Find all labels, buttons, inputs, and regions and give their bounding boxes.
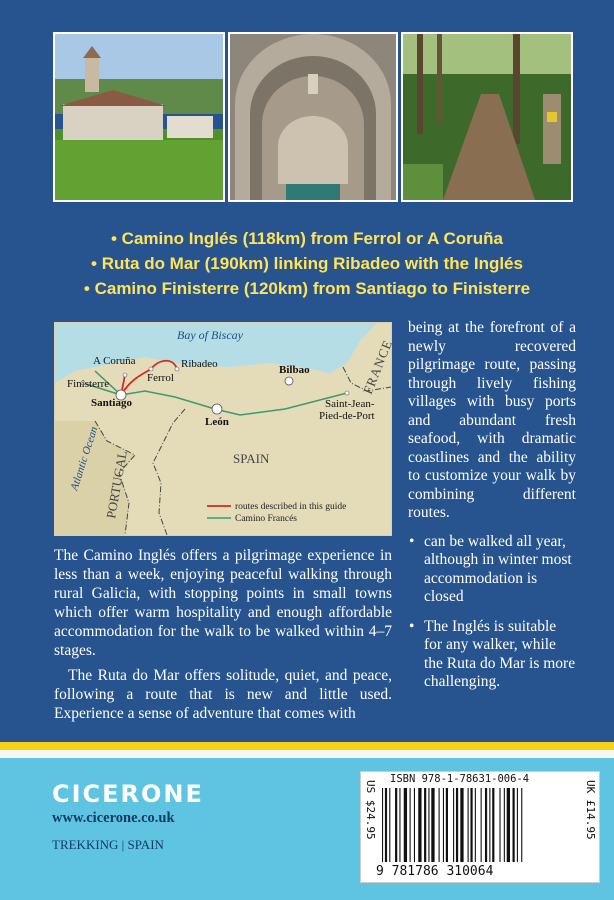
barcode-bar [399,788,400,862]
cicerone-logo: CICERONE [52,780,204,808]
barcode-bar [504,788,505,862]
barcode-bar [410,788,411,862]
barcode-bar [431,788,434,862]
feature-item: • can be walked all year, although in winter most accommodation is closed [408,533,576,607]
barcode-bar [513,788,515,862]
description-text [54,547,392,724]
barcode-bar [475,788,476,862]
place-leon: León [205,416,229,428]
barcode-bar [404,788,407,862]
country-portugal: PORTUGAL [103,449,130,520]
barcode-bar [485,788,487,862]
feature-item: • The Inglés is suitable for any walker, while the Ruta do Mar is more challenging. [408,618,576,692]
barcode-bar [470,788,472,862]
publisher-url[interactable]: www.cicerone.co.uk [52,810,175,826]
barcode-bar [456,788,458,862]
description-paragraph-2: The Ruta do Mar offers solitude, quiet, and peace, following a route that is new and little used. Experience a sense of adventure that comes with [54,667,392,723]
place-bilbao: Bilbao [279,364,310,376]
ferrol-marker [149,367,153,371]
barcode-bar [443,788,444,862]
place-sjpp-line1: Saint-Jean- [325,398,375,410]
route-camino-finisterre: • Camino Finisterre (120km) from Santiago to Finisterre [83,279,531,298]
leon-marker [212,404,222,414]
place-sjpp-line2: Pied-de-Port [319,410,375,422]
barcode-bar [439,788,440,862]
barcode-bar [492,788,494,862]
barcode-bar [424,788,426,862]
barcode-bar [385,788,387,862]
ocean-label: Atlantic Ocean [68,425,101,492]
place-finisterre: Finisterre [67,378,110,390]
barcode-bar [389,788,390,862]
category-label: TREKKING | SPAIN [52,837,164,852]
place-ferrol: Ferrol [147,372,174,384]
ribadeo-marker [175,367,179,371]
price-uk: UK £14.95 [584,780,597,840]
country-spain: SPAIN [233,451,270,466]
place-santiago: Santiago [91,397,132,409]
route-camino-ingles: • Camino Inglés (118km) from Ferrol or A Coruña [111,229,503,248]
barcode-bar [460,788,463,862]
barcode-number: 9 781786 310064 [376,864,494,879]
right-paragraph: being at the forefront of a newly recovered pilgrimage route, passing through lively fishing villages with busy ports and abundant fresh seafood, with dramatic coastlines and the ability to customize your walk by combining different routes. [408,319,576,521]
barcode-bar [428,788,429,862]
barcode-bar [414,788,415,862]
price-us: US $24.95 [364,780,377,840]
place-coruna: A Coruña [93,355,136,367]
white-stripe [0,750,614,758]
country-france: FRANCE [359,337,396,397]
description-paragraph-1: The Camino Inglés offers a pilgrimage experience in less than a week, enjoying peaceful walking through rural Galicia, with stopping points in small towns which offer warm hospitality and enough affordable accommodation for the walk to be walked within 4–7 stages. [54,547,392,659]
sjpp-marker [345,391,349,395]
barcode-bar [489,788,490,862]
barcode-bar [453,788,454,862]
barcode-bar [382,788,383,862]
legend-routes: routes described in this guide [235,502,347,512]
forest-path-photo [401,32,573,202]
barcode-bar [446,788,448,862]
route-list [0,226,614,301]
bay-label: Bay of Biscay [177,328,243,342]
barcode-bar [395,788,397,862]
coruna-marker [123,373,127,377]
barcode-bar [499,788,500,862]
barcode-bar [418,788,421,862]
feature-list [408,533,576,692]
isbn-text: ISBN 978-1-78631-006-4 [390,773,530,785]
barcode-bar [507,788,510,862]
barcode-bar [521,788,522,862]
romanesque-portal-photo [228,32,398,202]
yellow-stripe [0,742,614,750]
barcode-bar [481,788,482,862]
church-photo [53,32,225,202]
bilbao-marker [285,377,293,385]
place-ribadeo: Ribadeo [181,358,218,370]
barcode-bar [517,788,518,862]
route-map [54,322,396,536]
right-column [408,319,576,703]
legend-frances: Camino Francés [235,514,298,524]
barcode-bar [468,788,469,862]
route-ruta-do-mar: • Ruta do Mar (190km) linking Ribadeo with the Inglés [91,254,523,273]
barcode-icon [382,788,576,862]
